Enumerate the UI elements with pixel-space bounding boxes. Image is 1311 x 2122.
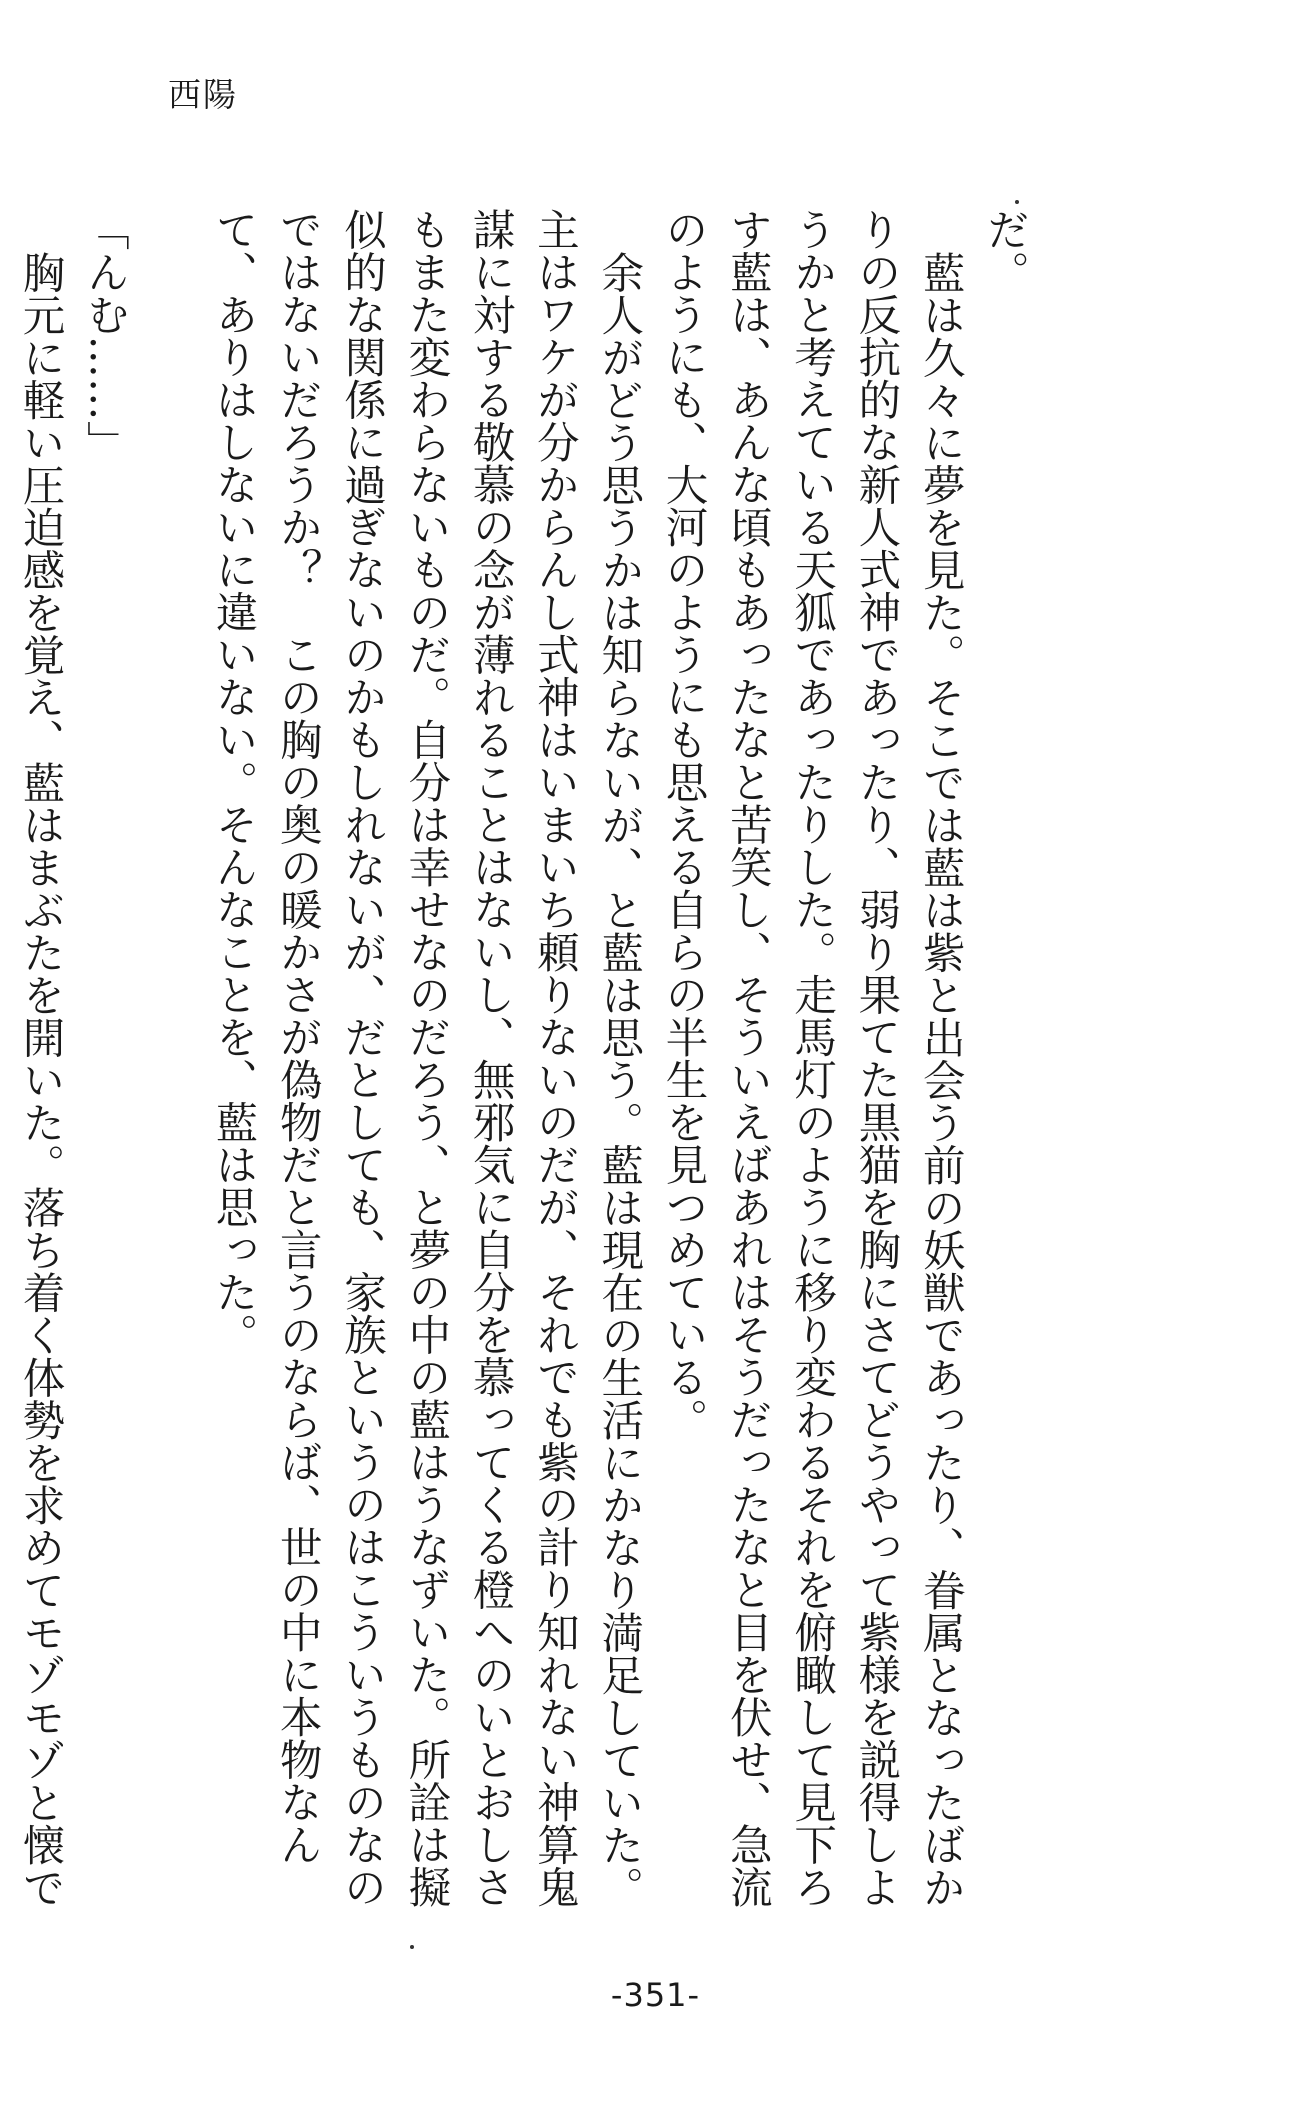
paragraph-reflection: 余人がどう思うかは知らないが、と藍は思う。藍は現在の生活にかなり満足していた。主はワケが分からんし式神はいまいち頼りないのだが、それでも紫の計り知れない神算鬼謀に対する敬慕の念が薄れることはないし、無邪気に自分を慕ってくる橙へのいとおしさもまた変わらないものだ。自分は幸せなのだろう、と夢の中の藍はうなずいた。所詮は擬似的な関係に過ぎないのかもしれないが、だとしても、家族というのはこういうものなのではないだろうか？ この胸の奥の暖かさが偽物だと言うのならば、世の中に本物なんて、ありはしないに違いない。そんなことを、藍は思った。 — [208, 208, 644, 1908]
running-header-title: 西陽 — [168, 75, 238, 114]
paragraph-blank-line — [136, 208, 200, 1908]
scan-speck — [410, 1945, 414, 1949]
scan-speck — [1015, 200, 1019, 204]
vertical-text-body — [15, 208, 1036, 1908]
paragraph-dream: 藍は久々に夢を見た。そこでは藍は紫と出会う前の妖獣であったり、眷属となったばかりの反抗的な新人式神であったり、弱り果てた黒猫を胸にさてどうやって紫様を説得しようかと考えている天狐であったりした。走馬灯のように移り変わるそれを俯瞰して見下ろす藍は、あんな頃もあったなと苦笑し、そういえばあれはそうだったなと目を伏せ、急流のようにも、大河のようにも思える自らの半生を見つめている。 — [658, 208, 965, 1908]
paragraph-continuation: だ。 — [980, 208, 1029, 293]
paragraph-waking: 胸元に軽い圧迫感を覚え、藍はまぶたを開いた。落ち着く体勢を求めてモゾモゾと懐で — [15, 250, 65, 1908]
page-number: -351- — [610, 1976, 701, 2014]
paragraph-dialogue: 「んむ……」 — [79, 208, 129, 463]
